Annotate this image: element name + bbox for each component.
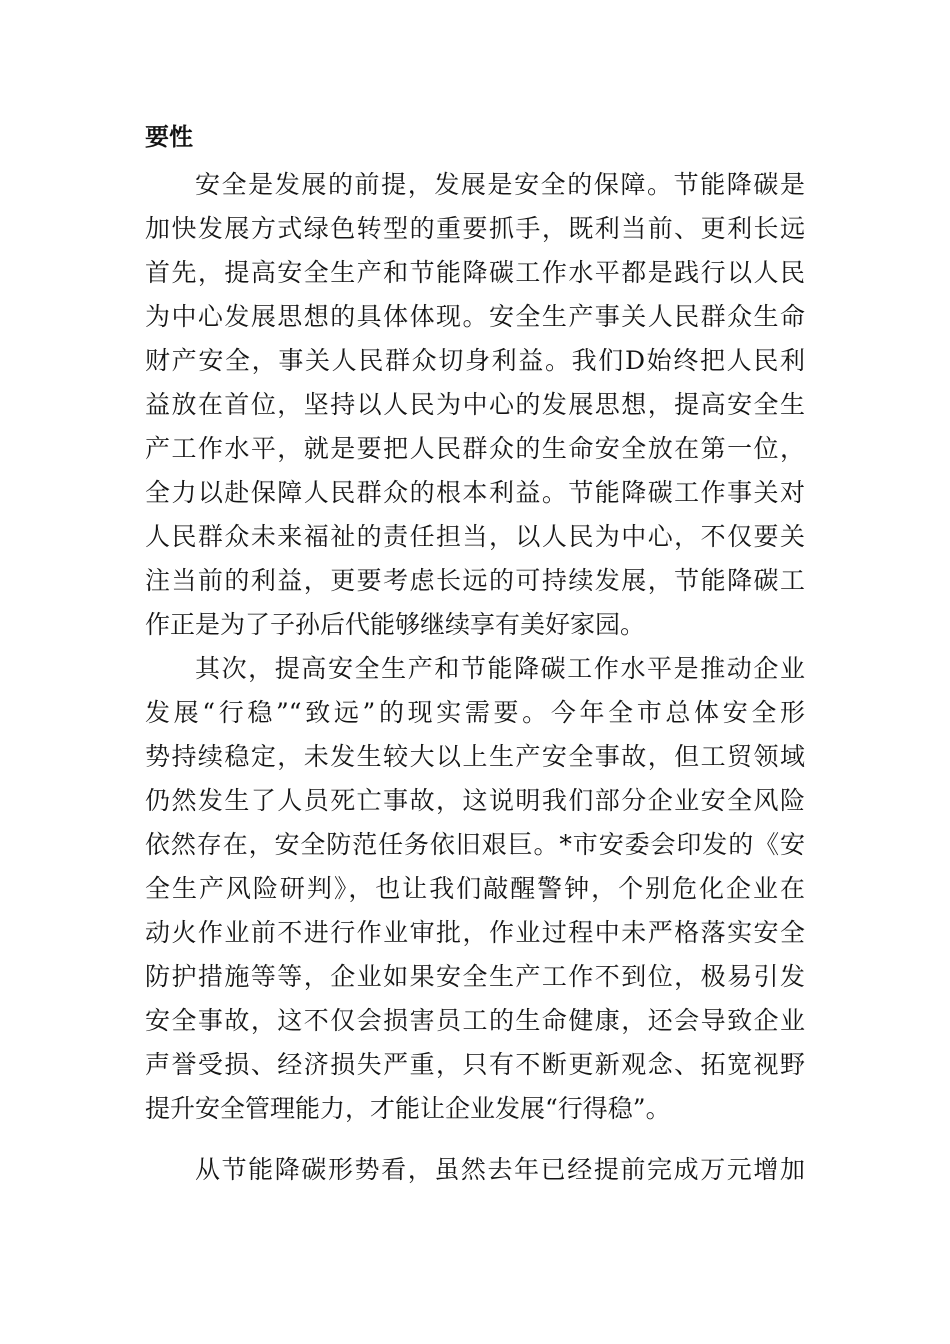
paragraph-line: 安全事故，这不仅会损害员工的生命健康，还会导致企业 [145,1006,805,1035]
paragraph-line: 安全是发展的前提，发展是安全的保障。节能降碳是 [195,170,805,199]
paragraph-line: 财产安全，事关人民群众切身利益。我们D始终把人民利 [145,346,805,375]
paragraph-line: 首先，提高安全生产和节能降碳工作水平都是践行以人民 [145,258,805,287]
paragraph-line: 从节能降碳形势看，虽然去年已经提前完成万元增加 [195,1155,805,1184]
paragraph-line: 全生产风险研判》，也让我们敲醒警钟，个别危化企业在 [145,874,805,903]
paragraph-line: 仍然发生了人员死亡事故，这说明我们部分企业安全风险 [145,786,805,815]
paragraph-line: 依然存在，安全防范任务依旧艰巨。*市安委会印发的《安 [145,830,805,859]
paragraph-line: 势持续稳定，未发生较大以上生产安全事故，但工贸领域 [145,742,805,771]
paragraph-line: 发展“行稳”“致远”的现实需要。今年全市总体安全形 [145,698,805,727]
paragraph-line: 人民群众未来福祉的责任担当，以人民为中心，不仅要关 [145,522,805,551]
paragraph-line: 全力以赴保障人民群众的根本利益。节能降碳工作事关对 [145,478,805,507]
section-heading: 要性 [145,123,193,151]
paragraph-line: 声誉受损、经济损失严重，只有不断更新观念、拓宽视野 [145,1050,805,1079]
paragraph-line: 其次，提高安全生产和节能降碳工作水平是推动企业 [195,654,805,683]
paragraph-line: 产工作水平，就是要把人民群众的生命安全放在第一位， [145,434,805,463]
paragraph-line: 注当前的利益，更要考虑长远的可持续发展，节能降碳工 [145,566,805,595]
paragraph-line: 防护措施等等，企业如果安全生产工作不到位，极易引发 [145,962,805,991]
paragraph-line: 动火作业前不进行作业审批，作业过程中未严格落实安全 [145,918,805,947]
paragraph-line: 为中心发展思想的具体体现。安全生产事关人民群众生命 [145,302,805,331]
paragraph-line: 提升安全管理能力，才能让企业发展“行得稳”。 [145,1094,671,1123]
paragraph-line: 益放在首位，坚持以人民为中心的发展思想，提高安全生 [145,390,805,419]
paragraph-line: 加快发展方式绿色转型的重要抓手，既利当前、更利长远 [145,214,805,243]
paragraph-line: 作正是为了子孙后代能够继续享有美好家园。 [145,610,646,639]
